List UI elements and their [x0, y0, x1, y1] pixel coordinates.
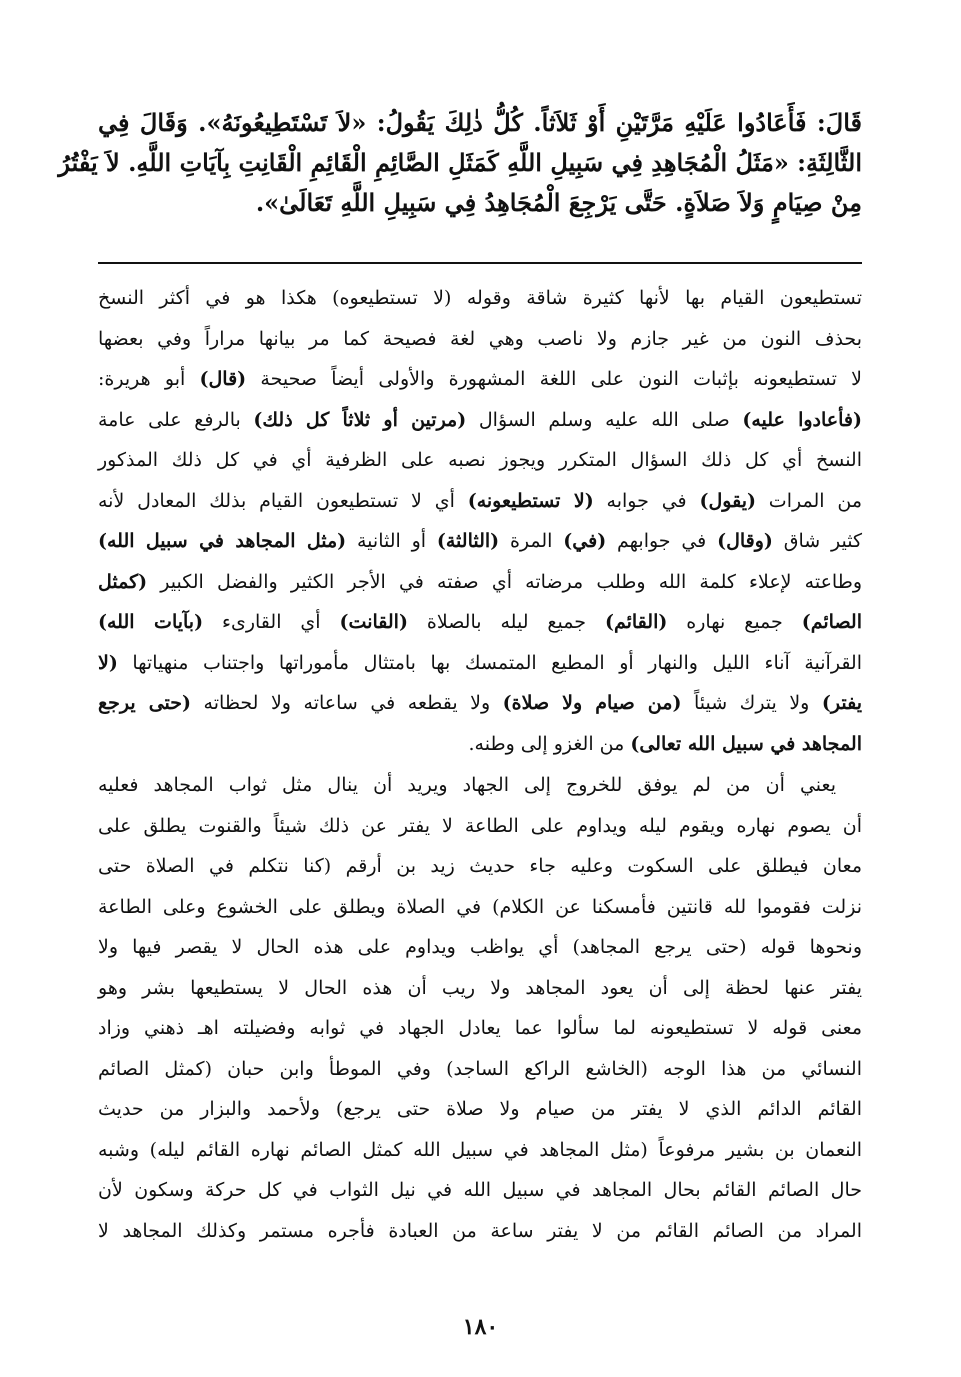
text-segment: أي لا تستطيعون القيام بذلك المعادل لأنه — [98, 489, 468, 512]
text-segment: الثَّالِثَةِ: — [788, 148, 862, 177]
text-line — [98, 1049, 862, 1089]
text-line — [98, 1130, 862, 1170]
text-line — [98, 602, 862, 642]
text-segment: المرة — [499, 530, 564, 552]
text-line — [98, 440, 862, 480]
text-line — [98, 643, 862, 683]
text-segment: النسائي من هذا الوجه (الخاشع الراكع الساجد) وفي الموطأ وابن حبان (كمثل الصائم — [98, 1057, 862, 1080]
text-line — [98, 806, 862, 846]
text-segment: جميع نهاره — [667, 611, 802, 633]
text-line — [98, 103, 862, 143]
text-segment: كثير شاق — [772, 530, 862, 552]
bold-quote-segment: (مرتين أو ثلاثاً كل ذلك) — [253, 408, 467, 431]
bold-quote-segment: (يقول) — [699, 489, 756, 512]
text-line — [98, 278, 862, 318]
text-line — [98, 319, 862, 359]
text-segment: القرآنية آناء الليل والنهار أو المطيع المتمسك بها بامتثال مأموراتها واجتناب منهياتها — [117, 651, 862, 674]
text-segment: نزلت فقوموا لله قانتين فأمسكنا عن الكلام) في الصلاة ويطلق على الخشوع وعلى الطاعة — [98, 895, 862, 918]
text-line — [98, 846, 862, 886]
text-line — [98, 562, 862, 602]
bold-quote-segment: (لا — [98, 651, 118, 674]
footnote-divider — [98, 262, 862, 264]
bold-quote-segment: (بآيات الله) — [98, 611, 204, 633]
text-segment: بحذف النون من غير جازم ولا ناصب وهي لغة فصيحة كما مر بيانها مراراً وفي بعضها — [98, 327, 862, 350]
text-segment: في جوابهم — [606, 530, 718, 552]
bold-quote-segment: (الثالثة) — [436, 530, 500, 552]
text-line — [98, 183, 862, 223]
text-line — [98, 724, 862, 764]
text-segment: حال الصائم القائم بحال المجاهد في سبيل الله في نيل الثواب في كل حركة وسكون لأن — [98, 1179, 862, 1201]
text-segment: صلى الله عليه وسلم السؤال — [466, 408, 743, 431]
text-segment: النعمان بن بشير مرفوعاً (مثل المجاهد في سبيل الله كمثل الصائم نهاره القائم ليله) وشبه — [98, 1138, 862, 1161]
bold-quote-segment: المجاهد في سبيل الله تعالى) — [630, 732, 862, 755]
text-segment: . وَقَالَ فِي — [98, 108, 207, 137]
text-segment: بالرفع على عامة — [98, 408, 254, 431]
text-line — [98, 765, 862, 805]
bold-quote-segment: يفتر) — [821, 692, 862, 714]
text-line — [98, 1211, 862, 1251]
text-line — [98, 927, 862, 967]
bold-quote-segment: (حتى يرجع — [98, 692, 192, 714]
page-number: ١٨٠ — [462, 1314, 499, 1340]
text-line — [98, 968, 862, 1008]
text-segment: معان فيطلق على السكوت وعليه جاء حديث زيد بن أرقم (كنا نتكلم في الصلاة حتى — [98, 855, 862, 877]
text-line — [98, 683, 862, 723]
text-segment: ونحوها قوله (حتى يرجع المجاهد) أي يواظب ويداوم على هذه الحال لا يقصر فيها ولا — [98, 936, 862, 958]
bold-quote-segment: (قال) — [199, 368, 247, 390]
text-segment: تستطيعون القيام بها لأنها كثيرة شاقة وقوله (لا تستطيعوه) هكذا هو في أكثر النسخ — [98, 287, 862, 309]
text-segment: في جوابه — [593, 489, 700, 512]
text-segment: المراد من الصائم القائم من لا يفتر ساعة من العبادة فأجره مستمر وكذلك المجاهد لا — [98, 1219, 862, 1242]
text-line — [58, 143, 862, 183]
text-segment: القائم الدائم الذي لا يفتر من صيام ولا صلاة حتى يرجع) ولأحمد والبزار من حديث — [98, 1098, 862, 1120]
text-segment: أن يصوم نهاره ويقوم ليله ويداوم على الطاعة لا يفتر عن ذلك شيئاً والقنوت يطلق على — [98, 814, 862, 837]
text-line — [98, 1089, 862, 1129]
bold-quote-segment: (القانت) — [339, 611, 408, 633]
bold-quote-segment: (فأعادوا عليه) — [742, 408, 862, 431]
bold-quote-segment: (لا تستطيعونه) — [467, 489, 594, 512]
bold-quote-segment: مِنْ صِيَامٍ وَلاَ صَلاَةٍ. حَتَّى يَرْجِعَ الْمُجَاهِدُ فِي سَبِيلِ اللَّهِ تَعَالَىٰ». — [255, 188, 862, 217]
bold-quote-segment: الصائم) — [801, 611, 862, 633]
text-segment: أو الثانية — [346, 530, 437, 552]
text-segment: من الغزو إلى وطنه. — [468, 732, 631, 755]
bold-quote-segment: (في) — [563, 530, 607, 552]
text-segment: أي القارىء — [203, 611, 340, 633]
text-segment: جميع ليله بالصلاة — [407, 611, 605, 633]
text-segment: وطاعته لإعلاء كلمة الله وطلب مرضاته أي صفته في الأجر الكثير والفضل الكبير — [147, 570, 862, 593]
text-line — [98, 481, 862, 521]
text-line — [98, 1008, 862, 1048]
text-line — [98, 400, 862, 440]
text-segment: يفتر عنها لحظة إلى أن يعود المجاهد ولا ريب أن هذه الحال لا يستطيعها بشر وهو — [98, 976, 862, 999]
text-line — [98, 521, 862, 561]
text-segment: ولا يترك شيئاً — [681, 692, 822, 714]
bold-quote-segment: (من صيام ولا صلاة) — [502, 692, 682, 714]
bold-quote-segment: (القائم) — [604, 611, 668, 633]
text-line — [98, 887, 862, 927]
bold-quote-segment: «مَثَلُ الْمُجَاهِدِ فِي سَبِيلِ اللَّهِ كَمَثَلِ الصَّائِمِ الْقَائِمِ الْقَانِتِ بِآيَاتِ اللَّهِ. لاَ يَفْتُرُ — [58, 148, 789, 177]
text-segment: أبو هريرة: — [98, 368, 200, 390]
text-segment: ولا يقطعه في ساعاته ولا لحظاته — [191, 692, 503, 714]
text-segment: من المرات — [755, 489, 862, 512]
bold-quote-segment: «لاَ تَسْتَطِيعُونَهُ» — [206, 108, 367, 137]
text-line — [98, 359, 862, 399]
bold-quote-segment: (مثل المجاهد في سبيل الله) — [98, 530, 347, 552]
bold-quote-segment: (وقال) — [717, 530, 773, 552]
text-segment: قَالَ: فَأَعَادُوا عَلَيْهِ مَرَّتَيْنِ أَوْ ثَلاَثاً. كُلُّ ذٰلِكَ يَقُولُ: — [366, 108, 862, 137]
text-segment: يعني أن من لم يوفق للخروج إلى الجهاد ويريد أن ينال مثل ثواب المجاهد فعليه — [98, 774, 836, 796]
text-segment: لا تستطيعونه بإثبات النون على اللغة المشهورة والأولى أيضاً صحيحة — [246, 368, 862, 390]
bold-quote-segment: (كمثل — [98, 570, 148, 593]
text-segment: النسخ أي كل ذلك السؤال المتكرر ويجوز نصبه على الظرفية أي في كل ذلك المذكور — [98, 449, 862, 471]
text-line — [98, 1170, 862, 1210]
text-segment: معنى قوله لا تستطيعونه لما سألوا عما يعادل الجهاد في ثوابه وفضيلته اهـ ذهني وزاد — [98, 1017, 862, 1039]
